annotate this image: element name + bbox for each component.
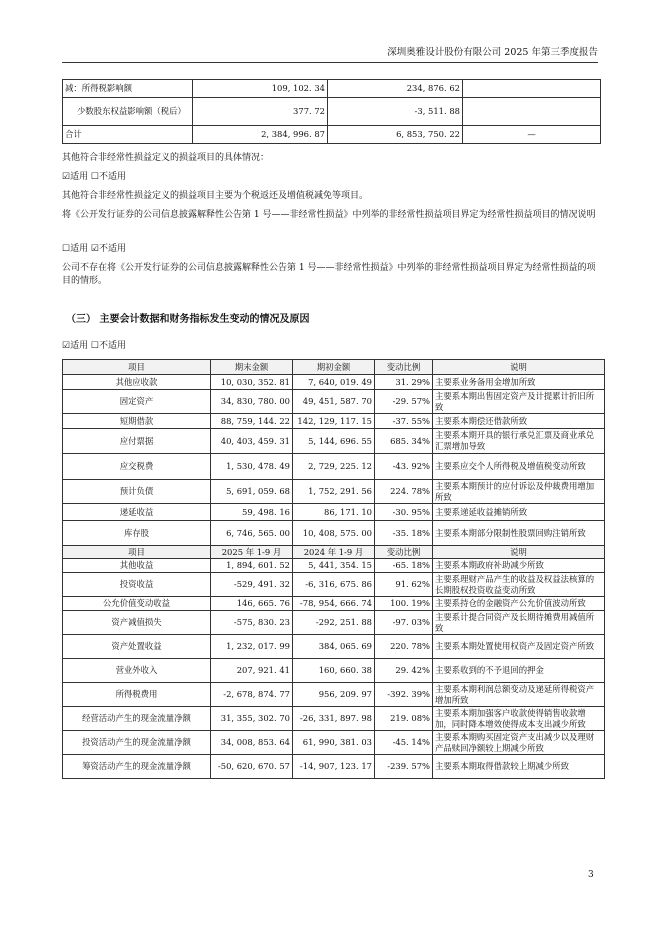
item-name: 短期借款 <box>63 414 211 429</box>
amount-current: -575, 830. 23 <box>211 611 293 635</box>
item-name: 资产处置收益 <box>63 635 211 659</box>
description: 主要系本期购买固定资产支出减少以及理财产品赎回净额较上期减少所致 <box>433 731 605 755</box>
amount-current: 1, 894, 601. 52 <box>211 559 293 573</box>
change-ratio: -392. 39% <box>375 683 433 707</box>
description: 主要系应交个人所得税及增值税变动所致 <box>433 454 605 480</box>
amount-current: 207, 921. 41 <box>211 659 293 683</box>
amount-previous: -292, 251. 88 <box>293 611 375 635</box>
description: 主要系业务备用金增加所致 <box>433 375 605 390</box>
header-change-ratio: 变动比例 <box>375 360 433 375</box>
amount-current: 34, 008, 853. 64 <box>211 731 293 755</box>
amount-previous: 61, 990, 381. 03 <box>293 731 375 755</box>
paragraph-no-classification: 公司不存在将《公开发行证券的公司信息披露解释性公告第 1 号——非经常性损益》中列举的非经常性损益项目界定为经常性损益的项目的情形。 <box>62 263 596 286</box>
item-name: 资产减值损失 <box>63 611 211 635</box>
amount-previous: -78, 954, 666. 74 <box>293 597 375 611</box>
table-row <box>63 683 605 707</box>
change-ratio: -37. 55% <box>375 414 433 429</box>
applicability-checkbox-3: ☑适用 ☐不适用 <box>62 341 126 351</box>
row-note: — <box>463 126 601 144</box>
table-row <box>63 635 605 659</box>
table-row <box>63 707 605 731</box>
paragraph-classification: 将《公开发行证券的公司信息披露解释性公告第 1 号——非经常性损益》中列举的非经常性损益项目界定为经常性损益项目的情况说明 <box>62 210 596 220</box>
table-header-row <box>63 546 605 559</box>
change-ratio: -29. 57% <box>375 390 433 414</box>
header-change-ratio: 变动比例 <box>375 546 433 559</box>
change-ratio: -35. 18% <box>375 521 433 546</box>
description: 主要系本期取得借款较上期减少所致 <box>433 755 605 779</box>
amount-previous: 49, 451, 587. 70 <box>293 390 375 414</box>
amount-current: -50, 620, 670. 57 <box>211 755 293 779</box>
table-row <box>63 659 605 683</box>
header-divider <box>62 62 598 63</box>
change-ratio: -43. 92% <box>375 454 433 480</box>
item-name: 递延收益 <box>63 504 211 521</box>
amount-current: 10, 030, 352. 81 <box>211 375 293 390</box>
row-label: 减：所得税影响额 <box>63 80 193 98</box>
table-row <box>63 126 601 144</box>
item-name: 固定资产 <box>63 390 211 414</box>
description: 主要系本期政府补助减少所致 <box>433 559 605 573</box>
paragraph-tax-refund: 其他符合非经常性损益定义的损益项目主要为个税返还及增值税减免等项目。 <box>62 191 369 201</box>
amount-previous: 86, 171. 10 <box>293 504 375 521</box>
item-name: 投资活动产生的现金流量净额 <box>63 731 211 755</box>
item-name: 预计负债 <box>63 480 211 504</box>
amount-previous: 5, 144, 696. 55 <box>293 429 375 454</box>
amount-previous: 142, 129, 117. 15 <box>293 414 375 429</box>
header-previous-period: 2024 年 1-9 月 <box>293 546 375 559</box>
row-note <box>463 80 601 98</box>
amount-current: 5, 691, 059. 68 <box>211 480 293 504</box>
row-label: 合计 <box>63 126 193 144</box>
description: 主要系本期部分限制性股票回购注销所致 <box>433 521 605 546</box>
change-ratio: 685. 34% <box>375 429 433 454</box>
item-name: 筹资活动产生的现金流量净额 <box>63 755 211 779</box>
header-description: 说明 <box>433 360 605 375</box>
amount-previous: 5, 441, 354. 15 <box>293 559 375 573</box>
amount-current: 6, 746, 565. 00 <box>211 521 293 546</box>
ytd-value: 6, 853, 750. 22 <box>328 126 463 144</box>
header-description: 说明 <box>433 546 605 559</box>
change-ratio: 91. 62% <box>375 573 433 597</box>
table-row <box>63 98 601 126</box>
item-name: 营业外收入 <box>63 659 211 683</box>
description: 主要系本期利润总额变动及递延所得税资产增加所致 <box>433 683 605 707</box>
table-row <box>63 611 605 635</box>
item-name: 库存股 <box>63 521 211 546</box>
amount-current: 34, 830, 780. 00 <box>211 390 293 414</box>
amount-current: 40, 403, 459. 31 <box>211 429 293 454</box>
current-period-value: 109, 102. 34 <box>193 80 328 98</box>
ytd-value: -3, 511. 88 <box>328 98 463 126</box>
section-title: （三） 主要会计数据和财务指标发生变动的情况及原因 <box>66 314 310 325</box>
amount-previous: 7, 640, 019. 49 <box>293 375 375 390</box>
table-row <box>63 504 605 521</box>
description: 主要系收到的不予退回的押金 <box>433 659 605 683</box>
amount-previous: -14, 907, 123. 17 <box>293 755 375 779</box>
change-ratio: -45. 14% <box>375 731 433 755</box>
amount-current: 88, 759, 144. 22 <box>211 414 293 429</box>
table-row <box>63 480 605 504</box>
amount-previous: -26, 331, 897. 98 <box>293 707 375 731</box>
item-name: 其他应收款 <box>63 375 211 390</box>
amount-previous: 1, 752, 291. 56 <box>293 480 375 504</box>
description: 主要系本期偿还借款所致 <box>433 414 605 429</box>
change-ratio: 29. 42% <box>375 659 433 683</box>
change-ratio: 224. 78% <box>375 480 433 504</box>
description: 主要系本期出售固定资产及计提累计折旧所致 <box>433 390 605 414</box>
header-period-end: 期末金额 <box>211 360 293 375</box>
amount-current: 146, 665. 76 <box>211 597 293 611</box>
table-row <box>63 731 605 755</box>
amount-previous: 2, 729, 225. 12 <box>293 454 375 480</box>
amount-current: 1, 530, 478. 49 <box>211 454 293 480</box>
row-note <box>463 98 601 126</box>
amount-previous: 10, 408, 575. 00 <box>293 521 375 546</box>
header-period-begin: 期初金额 <box>293 360 375 375</box>
table-row <box>63 559 605 573</box>
amount-current: 31, 355, 302. 70 <box>211 707 293 731</box>
non-recurring-summary-table <box>62 79 601 144</box>
description: 主要系理财产品产生的收益及权益法核算的长期股权投资收益变动所致 <box>433 573 605 597</box>
row-label: 少数股东权益影响额（税后） <box>63 98 193 126</box>
table-row <box>63 521 605 546</box>
change-ratio: -97. 03% <box>375 611 433 635</box>
amount-previous: 384, 065. 69 <box>293 635 375 659</box>
item-name: 公允价值变动收益 <box>63 597 211 611</box>
header-item: 项目 <box>63 546 211 559</box>
item-name: 应交税费 <box>63 454 211 480</box>
table-row <box>63 454 605 480</box>
description: 主要系本期处置使用权资产及固定资产所致 <box>433 635 605 659</box>
table-row <box>63 414 605 429</box>
description: 主要系持仓的金融资产公允价值波动所致 <box>433 597 605 611</box>
table-row <box>63 390 605 414</box>
page-header: 深圳奥雅设计股份有限公司 2025 年第三季度报告 <box>387 47 598 58</box>
amount-current: -529, 491. 32 <box>211 573 293 597</box>
amount-current: -2, 678, 874. 77 <box>211 683 293 707</box>
header-current-period: 2025 年 1-9 月 <box>211 546 293 559</box>
amount-previous: 160, 660. 38 <box>293 659 375 683</box>
change-ratio: -65. 18% <box>375 559 433 573</box>
table-row <box>63 80 601 98</box>
item-name: 投资收益 <box>63 573 211 597</box>
amount-previous: -6, 316, 675. 86 <box>293 573 375 597</box>
description: 主要系本期预计的应付诉讼及仲裁费用增加所致 <box>433 480 605 504</box>
table-header-row <box>63 360 605 375</box>
current-period-value: 377. 72 <box>193 98 328 126</box>
applicability-checkbox-2: ☐适用 ☑不适用 <box>62 244 126 254</box>
change-ratio: 220. 78% <box>375 635 433 659</box>
paragraph-other-items: 其他符合非经常性损益定义的损益项目的具体情况： <box>62 153 270 163</box>
current-period-value: 2, 384, 996. 87 <box>193 126 328 144</box>
item-name: 应付票据 <box>63 429 211 454</box>
change-ratio: 219. 08% <box>375 707 433 731</box>
amount-previous: 956, 209. 97 <box>293 683 375 707</box>
amount-current: 1, 232, 017. 99 <box>211 635 293 659</box>
table-row <box>63 429 605 454</box>
table-row <box>63 597 605 611</box>
ytd-value: 234, 876. 62 <box>328 80 463 98</box>
change-ratio: 100. 19% <box>375 597 433 611</box>
item-name: 经营活动产生的现金流量净额 <box>63 707 211 731</box>
page-number: 3 <box>588 870 594 880</box>
item-name: 其他收益 <box>63 559 211 573</box>
description: 主要系本期加强客户收款使得销售收款增加，同时降本增效使得成本支出减少所致 <box>433 707 605 731</box>
applicability-checkbox-1: ☑适用 ☐不适用 <box>62 172 126 182</box>
description: 主要系计提合同资产及长期待摊费用减值所致 <box>433 611 605 635</box>
item-name: 所得税费用 <box>63 683 211 707</box>
change-ratio: -239. 57% <box>375 755 433 779</box>
table-row <box>63 375 605 390</box>
table-row <box>63 573 605 597</box>
header-item: 项目 <box>63 360 211 375</box>
change-ratio: 31. 29% <box>375 375 433 390</box>
description: 主要系递延收益摊销所致 <box>433 504 605 521</box>
table-row <box>63 755 605 779</box>
amount-current: 59, 498. 16 <box>211 504 293 521</box>
description: 主要系本期开具的银行承兑汇票及商业承兑汇票增加导致 <box>433 429 605 454</box>
financial-changes-table <box>62 359 605 779</box>
change-ratio: -30. 95% <box>375 504 433 521</box>
